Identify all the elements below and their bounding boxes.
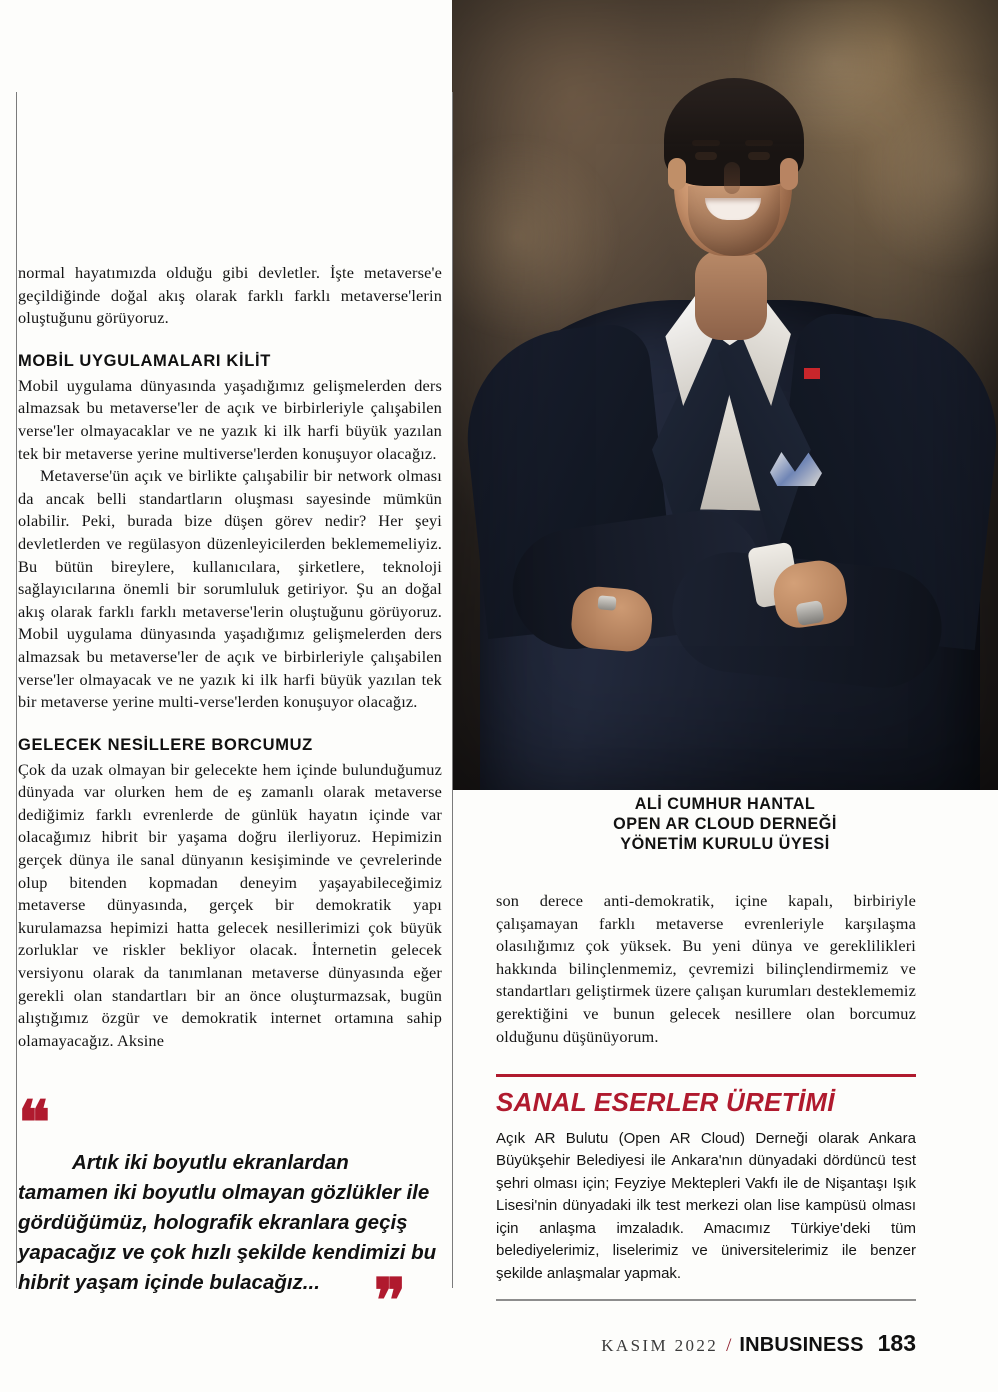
left-text-column — [18, 262, 442, 1052]
footer-page-number: 183 — [877, 1330, 916, 1356]
box-title: SANAL ESERLER ÜRETİMİ — [496, 1086, 835, 1117]
quote-open-icon: ❝ — [18, 1090, 49, 1156]
column-rule-left — [16, 92, 17, 1288]
photo-lapel-pin — [804, 368, 820, 379]
photo-neck — [695, 250, 767, 340]
photo-caption — [470, 794, 980, 854]
caption-name: ALİ CUMHUR HANTAL — [634, 795, 816, 813]
pull-quote — [18, 1090, 442, 1334]
paragraph: Mobil uygulama dünyasında yaşadığımız gelişmelerden ders almazsak bu metaverse'ler de açık ve birbirleriyle çalışabilen verse'ler olmayacaklar ve ne yazık ki ilk harfi büyük yazılan tek bir metaverse yerine multiverse'lerden konuşuyor olacağız. — [18, 375, 442, 463]
footer-issue-date: KASIM 2022 — [601, 1336, 719, 1355]
photo-ear-left — [668, 158, 686, 190]
photo-eyebrow-right — [745, 140, 773, 146]
footer-separator: / — [726, 1335, 732, 1356]
pull-quote-body: Artık iki boyutlu ekranlardan tamamen iki boyutlu olmayan gözlükler ile gördüğümüz, holografik ekranlara geçiş yapacağız ve çok hızlı şekilde kendimizi bu hibrit yaşam içinde bulacağız... — [18, 1151, 437, 1294]
caption-organization: OPEN AR CLOUD DERNEĞİ — [613, 815, 837, 833]
page-footer — [496, 1330, 916, 1357]
quote-close-icon: ❞ — [373, 1268, 404, 1334]
box-body-text: Açık AR Bulutu (Open AR Cloud) Derneği olarak Ankara Büyükşehir Belediyesi ile Ankara'nın dünyadaki dördüncü test şehri olması için; Feyziye Mektepleri Vakfı ile de Nişantaşı Işık Lisesi'nin dünyadaki ilk test merkezi olan lise kampüsü olması için anlaşma imzaladık. Amacımız Türkiye'deki tüm belediyelerimiz, liselerimiz ve üniversitelerimiz ile benzer şekilde anlaşmalar yapmak. — [496, 1129, 916, 1282]
photo-ear-right — [780, 158, 798, 190]
column-rule-middle — [452, 92, 453, 1288]
subheading-mobil-uygulamalari-kilit: MOBİL UYGULAMALARI KİLİT — [18, 351, 271, 370]
paragraph: Metaverse'ün açık ve birlikte çalışabilir bir network olması da ancak belli standartların oluşması sayesinde mümkün olabilir. Peki, burada bize düşen görev nedir? Her şeyi devletlerden ve regülasyon düzenleyicilerden beklememeliyiz. Bu bütün bireylere, kullanıcılara, şirketlere, teknoloji sağlayıcılarına önemli bir sorumluluk getiriyor. Şu an doğal akış olarak farklı farklı metaverse'lerin oluştuğunu görüyoruz. Mobil uygulama dünyasında yaşadığımız gelişmelerden ders almazsak bu metaverse'ler de açık ve birbirleriyle çalışabilen verse'ler olmayacak ve ne yazık ki ilk harfi büyük yazılan tek bir metaverse yerine multi-verse'lerden konuşuyor olacağız. — [18, 466, 442, 712]
paragraph: son derece anti-demokratik, içine kapalı, birbiriyle çalışamayan farklı metaverse evrenleriyle karşılaşma olasılığımız çok yüksek. Bu yeni dünya ve gereklilikleri hakkında bilinçlenmemiz, çevremizi bilinçlendirmemiz ve standartları geliştirmek üzere çalışan kurumları desteklememiz gerektiğini ve bunun gelecek nesillere olan borcumuz olduğunu düşünüyorum. — [496, 891, 916, 1046]
photo-eye-right — [748, 152, 770, 160]
footer-brand: INBUSINESS — [739, 1334, 864, 1356]
photo-eye-left — [695, 152, 717, 160]
portrait-photo — [452, 0, 998, 790]
photo-eyebrow-left — [692, 140, 720, 146]
right-text-column — [496, 890, 916, 1048]
photo-watch — [795, 600, 824, 626]
sidebar-box-sanal-eserler — [496, 1074, 916, 1301]
paragraph: Çok da uzak olmayan bir gelecekte hem içinde bulunduğumuz dünyada var olurken hem de eş zamanlı olarak metaverse dediğimiz farklı evrenlerde de günlük hayatın içinde var olacağımız hibrit bir yaşama doğru ilerliyoruz. Hepimizin gerçek dünya ile sanal dünyanın kesişiminde ve çevrelerinde olup bitenden kopmadan deneyim yaşayabileceğimiz metaverse dünyasında, gerçek bir demokratik yapı kurulamazsa hepimizi hatta gelecek nesillerimizi çok büyük zorluklar ve riskler bekliyor olacak. İnternetin gelecek versiyonu olarak da tanımlanan metaverse dünyasında eğer gerekli olan standartları bir an önce oluşturmazsak, bugün alıştığımız özgür ve demokratik internet ortamına sahip olamayacağız. Aksine — [18, 759, 442, 1050]
box-bottom-rule — [496, 1299, 916, 1301]
box-top-rule — [496, 1074, 916, 1077]
photo-ring — [597, 595, 616, 611]
subheading-gelecek-nesillere-borcumuz: GELECEK NESİLLERE BORCUMUZ — [18, 735, 313, 754]
caption-title: YÖNETİM KURULU ÜYESİ — [620, 835, 830, 853]
intro-paragraph: normal hayatımızda olduğu gibi devletler. İşte metaverse'e geçildiğinde doğal akış olarak farklı farklı metaverse'lerin oluştuğunu görüyoruz. — [18, 263, 442, 328]
